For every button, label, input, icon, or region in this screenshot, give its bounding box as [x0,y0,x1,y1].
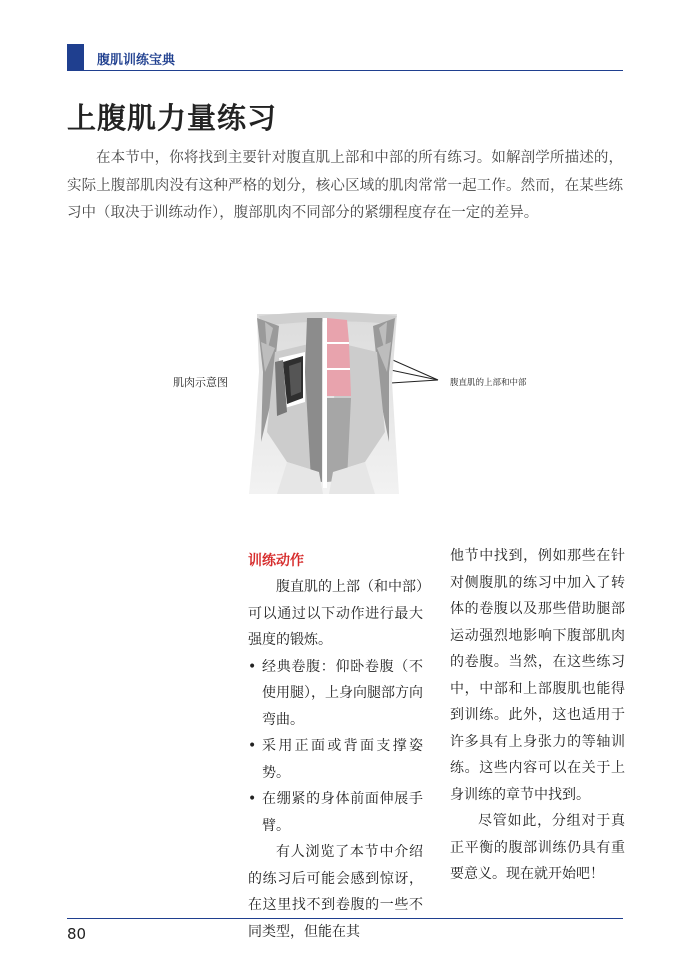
bullet-dot: • [248,738,257,754]
abdominal-muscle-illustration [247,312,405,494]
page-number: 80 [67,925,87,943]
section-heading: 训练动作 [248,553,304,569]
footer-rule [67,918,623,919]
bullet-item [248,786,423,839]
page-title: 上腹肌力量练习 [67,101,278,135]
body-paragraph-2-continued: 他节中找到，例如那些在针对侧腹肌的练习中加入了转体的卷腹以及那些借助腿部运动强烈地影响下腹部肌肉的卷腹。当然，在这些练习中，中部和上部腹肌也能得到训练。此外，这也适用于许多具有上身张力的等轴训练。这些内容可以在关于上身训练的章节中找到。 [450,548,625,803]
figure-label-right: 腹直肌的上部和中部 [450,378,527,388]
text-column-left [248,548,423,945]
header-rule [67,70,623,71]
bullet-text: 经典卷腹：仰卧卷腹（不使用腿），上身向腿部方向弯曲。 [262,658,423,728]
header-bar [67,44,84,70]
bullet-dot: • [248,791,257,807]
bullet-item [248,654,423,734]
text-column-right [450,543,625,888]
header-title: 腹肌训练宝典 [97,53,176,68]
body-paragraph-2: 有人浏览了本节中介绍的练习后可能会感到惊讶，在这里找不到卷腹的一些不同类型，但能在其 [248,844,423,940]
bullet-dot: • [248,658,257,675]
bullet-item [248,733,423,786]
body-paragraph-3: 尽管如此，分组对于真正平衡的腹部训练仍具有重要意义。现在就开始吧！ [450,813,625,882]
figure-label-left: 肌肉示意图 [173,376,228,389]
body-paragraph-1: 腹直肌的上部（和中部）可以通过以下动作进行最大强度的锻炼。 [248,579,423,648]
intro-paragraph: 在本节中，你将找到主要针对腹直肌上部和中部的所有练习。如解剖学所描述的，实际上腹部肌肉没有这种严格的划分，核心区域的肌肉常常一起工作。然而，在某些练习中（取决于训练动作），腹部肌肉不同部分的紧绷程度存在一定的差异。 [67,150,623,221]
bullet-text: 采用正面或背面支撑姿势。 [262,738,423,781]
bullet-text: 在绷紧的身体前面伸展手臂。 [262,791,423,834]
running-header [67,44,623,70]
